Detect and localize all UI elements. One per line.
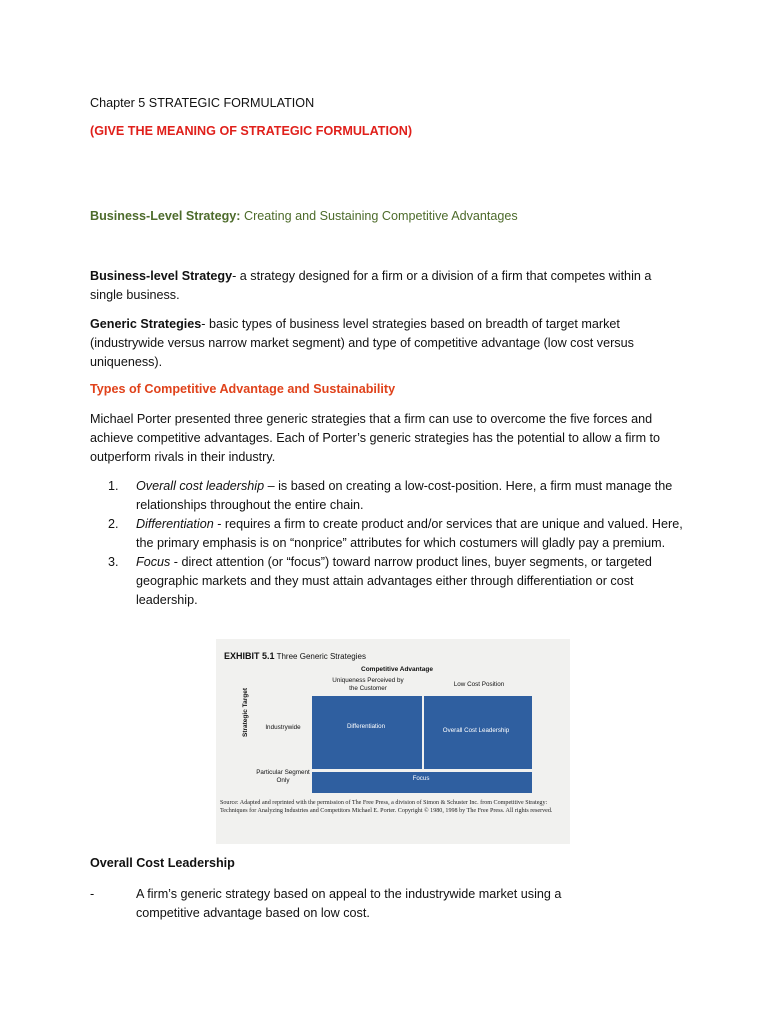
chapter-heading: Chapter 5 STRATEGIC FORMULATION xyxy=(90,96,315,110)
strategy-term: Overall cost leadership xyxy=(136,479,265,493)
overall-cost-leadership-heading: Overall Cost Leadership xyxy=(90,856,235,870)
column-low-cost: Low Cost Position xyxy=(453,681,505,688)
meaning-prompt: (GIVE THE MEANING OF STRATEGIC FORMULATION) xyxy=(90,124,413,138)
competitive-advantage-header: Competitive Advantage xyxy=(361,666,433,673)
business-level-strategy-definition xyxy=(90,267,680,305)
definition-term: Generic Strategies xyxy=(90,317,202,331)
list-number: 3. xyxy=(108,555,119,569)
generic-strategies-definition xyxy=(90,315,680,372)
strategy-text: – is based on creating a low-cost-position. Here, a firm must manage the relationships throughout the entire chain. xyxy=(136,479,673,512)
strategy-text: - direct attention (or “focus”) toward narrow product lines, buyer segments, or targeted geographic markets and they must attain advantages either through differentiation or cost leadership. xyxy=(136,555,652,607)
row-particular-segment: Particular Segment Only xyxy=(256,769,310,784)
differentiation-label: Differentiation xyxy=(346,723,386,730)
list-item xyxy=(108,515,688,553)
list-item xyxy=(90,885,690,923)
list-item xyxy=(108,553,688,610)
overall-cost-leadership-label: Overall Cost Leadership xyxy=(442,727,510,734)
strategy-text: - requires a firm to create product and/or services that are unique and valued. Here, the primary emphasis is on “nonprice” attributes for which costumers will gladly pay a premium. xyxy=(136,517,683,550)
porter-intro-paragraph: Michael Porter presented three generic strategies that a firm can use to overcome the five forces and achieve competitive advantages. Each of Porter’s generic strategies has the potential to allow a firm to outperform rivals in their industry. xyxy=(90,412,661,464)
section-heading-lead: Business-Level Strategy: xyxy=(90,209,241,223)
generic-strategies-list xyxy=(108,477,688,610)
exhibit-title xyxy=(224,651,366,661)
list-item xyxy=(108,477,688,515)
exhibit-source: Source: Adapted and reprinted with the permission of The Free Press, a division of Simon & Schuster Inc. from Competitive Strategy: Techniques for Analyzing Industries and Competitors Michael E. Porter. Copyright © 1980, 1998 by The Free Press. All rights reserved. xyxy=(220,800,553,814)
exhibit-figure xyxy=(216,639,570,844)
dash-bullet: - xyxy=(90,887,95,901)
section-heading xyxy=(90,207,680,226)
definition-term: Business-level Strategy xyxy=(90,269,233,283)
point-text: A firm’s generic strategy based on appeal to the industrywide market using a competitive advantage based on low cost. xyxy=(136,887,562,920)
list-number: 1. xyxy=(108,479,119,493)
list-number: 2. xyxy=(108,517,119,531)
row-industrywide: Industrywide xyxy=(265,724,301,731)
exhibit-title-text: Three Generic Strategies xyxy=(276,652,366,661)
strategy-term: Focus xyxy=(136,555,171,569)
types-heading: Types of Competitive Advantage and Sustainability xyxy=(90,382,396,396)
exhibit-label: EXHIBIT 5.1 xyxy=(224,651,275,661)
section-heading-rest: Creating and Sustaining Competitive Advantages xyxy=(240,209,518,223)
definition-text: - basic types of business level strategies based on breadth of target market (industrywide versus narrow market segment) and type of competitive advantage (low cost versus uniqueness). xyxy=(90,317,634,369)
strategy-term: Differentiation xyxy=(136,517,214,531)
strategic-target-label: Strategic Target xyxy=(242,687,249,737)
focus-label: Focus xyxy=(412,775,430,782)
differentiation-cell xyxy=(312,696,422,769)
column-uniqueness: Uniqueness Perceived by the Customer xyxy=(332,677,404,692)
definition-text: - a strategy designed for a firm or a division of a firm that competes within a single business. xyxy=(90,269,652,302)
